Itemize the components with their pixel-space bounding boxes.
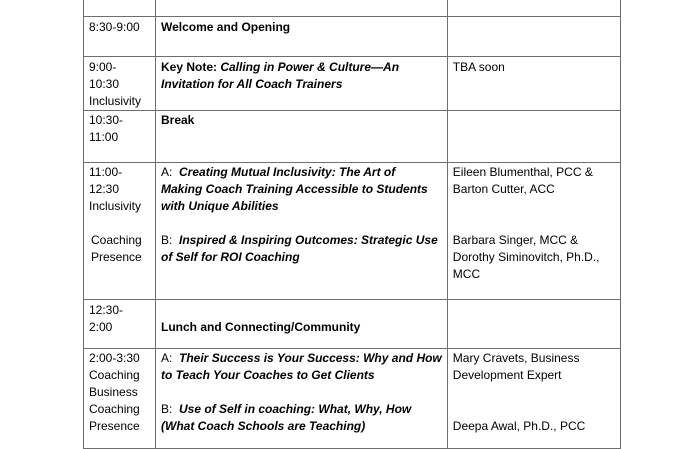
speaker-cell [447,163,620,300]
time-cell [84,111,156,163]
session-title: Their Success is Your Success: Why and How [179,351,442,365]
speaker-cell [447,111,620,163]
speaker-cell [447,300,620,349]
session-cell [156,57,448,111]
session-cell [156,0,448,17]
speaker-text: Eileen Blumenthal, PCC & [452,165,593,179]
time-text: 11:00 [89,130,119,144]
option-label: A: [161,165,180,179]
time-text: 8:30-9:00 [89,20,140,34]
session-title: Break [161,113,195,127]
session-cell [156,300,448,349]
track-label: Presence [91,250,142,264]
track-label: Inclusivity [89,94,142,108]
time-text: 10:30- [89,113,124,127]
keynote-label: Key Note: [161,60,221,74]
session-cell [156,349,448,449]
time-cell [84,0,156,17]
session-title: of Self for ROI Coaching [161,250,300,264]
session-title: Creating Mutual Inclusivity: The Art of [179,165,396,179]
time-text: 12:30- [89,303,124,317]
option-label: B: [161,233,180,247]
speaker-cell [447,57,620,111]
time-cell [84,300,156,349]
speaker-text: Barbara Singer, MCC & [452,233,579,247]
time-cell [84,17,156,57]
session-title: Lunch and Connecting/Community [161,320,361,334]
track-label: Coaching [89,368,140,382]
session-title: Inspired & Inspiring Outcomes: Strategic Use [179,233,438,247]
option-label: B: [161,402,180,416]
time-text: 10:30 [89,77,120,91]
time-text: 9:00- [89,60,117,74]
time-cell [84,57,156,111]
track-label: Business [89,385,138,399]
time-text: 2:00 [89,320,113,334]
speaker-cell [447,17,620,57]
session-title: Use of Self in coaching: What, Why, How [179,402,412,416]
table-row [84,300,621,349]
table-row [84,17,621,57]
table-row [84,163,621,300]
schedule-table [83,0,621,449]
track-label: Coaching [89,402,140,416]
session-title: with Unique Abilities [161,199,279,213]
speaker-text: Barton Cutter, ACC [452,182,555,196]
time-text: 12:30 [89,182,120,196]
time-text: 2:00-3:30 [89,351,140,365]
speaker-text: TBA soon [452,60,505,74]
speaker-text: Mary Cravets, Business [452,351,580,365]
track-label: Coaching [91,233,142,247]
speaker-cell [447,0,620,17]
table-row [84,111,621,163]
table-row [84,349,621,449]
track-label: Inclusivity [89,199,142,213]
time-text: 11:00- [89,165,123,179]
session-cell [156,17,448,57]
table-row [84,57,621,111]
session-cell [156,111,448,163]
track-label: Presence [89,419,140,433]
speaker-text: Dorothy Siminovitch, Ph.D., [452,250,600,264]
session-cell [156,163,448,300]
session-title: to Teach Your Coaches to Get Clients [161,368,375,382]
session-title: Invitation for All Coach Trainers [161,77,343,91]
time-cell [84,349,156,449]
option-label: A: [161,351,180,365]
time-cell [84,163,156,300]
session-title: (What Coach Schools are Teaching) [161,419,366,433]
session-title: Making Coach Training Accessible to Students [161,182,428,196]
speaker-text: MCC [452,267,481,281]
speaker-text: Development Expert [452,368,562,382]
session-title: Calling in Power & Culture—An [220,60,400,74]
session-title: Welcome and Opening [161,20,291,34]
speaker-text: Deepa Awal, Ph.D., PCC [452,419,586,433]
table-row [84,0,621,17]
speaker-cell [447,349,620,449]
